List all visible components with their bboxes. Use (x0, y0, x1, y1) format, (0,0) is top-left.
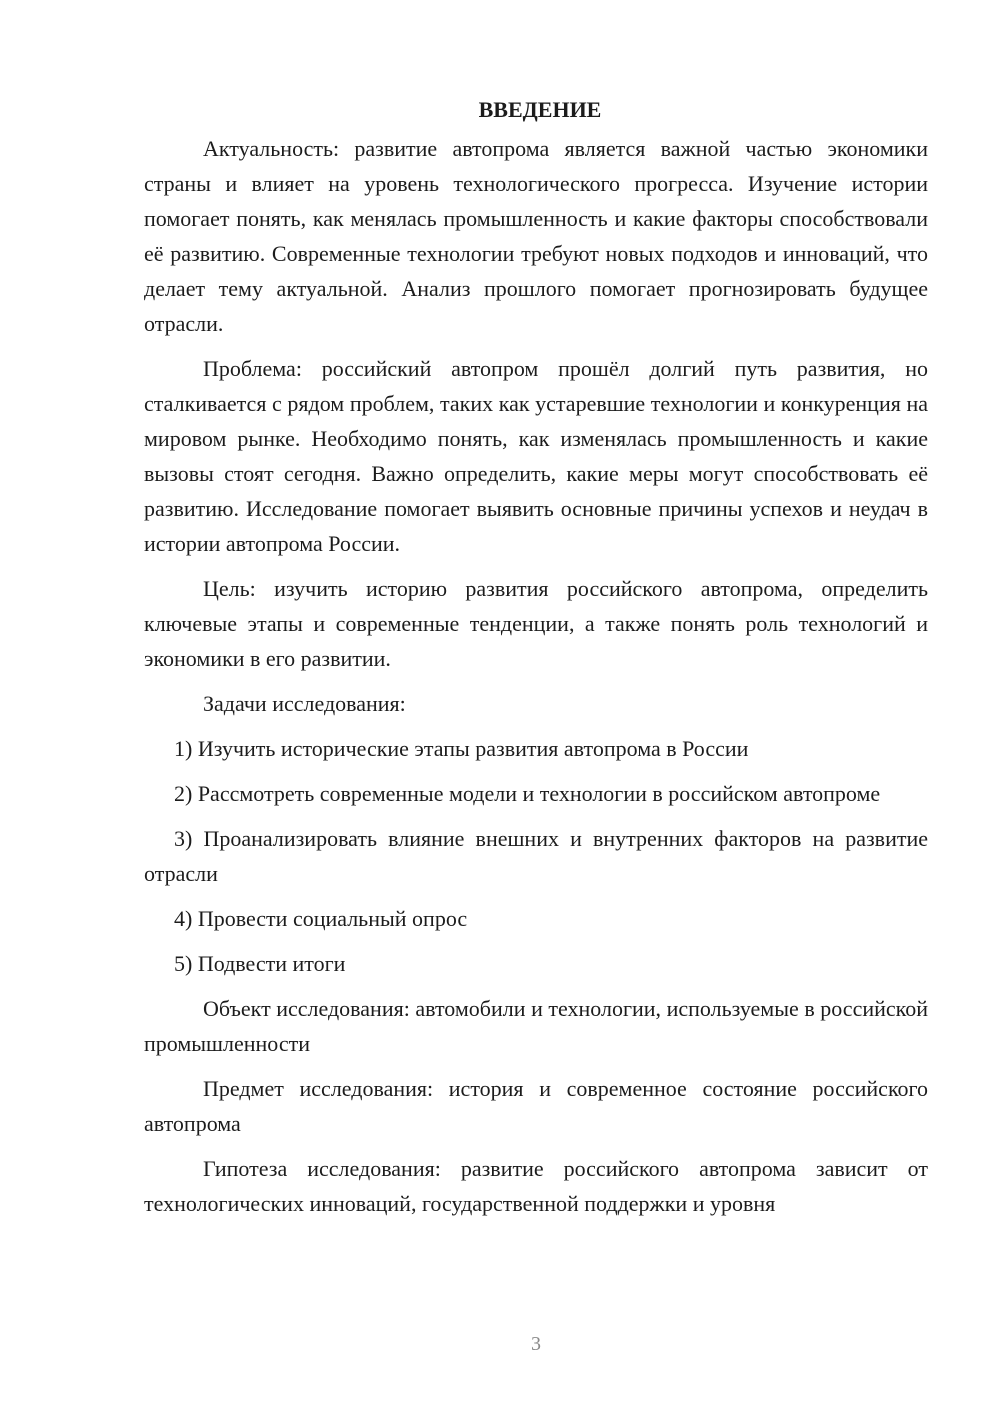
subject-paragraph: Предмет исследования: история и современное состояние российского автопрома (144, 1076, 928, 1136)
document-body (144, 92, 928, 1231)
object-paragraph: Объект исследования: автомобили и технологии, используемые в российской промышленности (144, 996, 928, 1056)
task-item-3: 3) Проанализировать влияние внешних и внутренних факторов на развитие отрасли (144, 826, 928, 886)
relevance-paragraph: Актуальность: развитие автопрома является важной частью экономики страны и влияет на уровень технологического прогресса. Изучение истории помогает понять, как менялась промышленность и какие факторы способствовали её развитию. Современные технологии требуют новых подходов и инноваций, что делает тему актуальной. Анализ прошлого помогает прогнозировать будущее отрасли. (144, 136, 928, 336)
hypothesis-paragraph: Гипотеза исследования: развитие российского автопрома зависит от технологических инноваций, государственной поддержки и уровня (144, 1156, 928, 1216)
tasks-heading: Задачи исследования: (203, 691, 406, 716)
problem-paragraph: Проблема: российский автопром прошёл долгий путь развития, но сталкивается с рядом проблем, таких как устаревшие технологии и конкуренция на мировом рынке. Необходимо понять, как изменялась промышленность и какие вызовы стоят сегодня. Важно определить, какие меры могут способствовать её развитию. Исследование помогает выявить основные причины успехов и неудач в истории автопрома России. (144, 356, 928, 556)
page-number: 3 (531, 1333, 541, 1355)
task-item-5: 5) Подвести итоги (174, 951, 346, 976)
task-item-4: 4) Провести социальный опрос (174, 906, 468, 931)
goal-paragraph: Цель: изучить историю развития российского автопрома, определить ключевые этапы и современные тенденции, а также понять роль технологий и экономики в его развитии. (144, 576, 928, 671)
task-item-1: 1) Изучить исторические этапы развития автопрома в России (174, 736, 749, 761)
section-title: ВВЕДЕНИЕ (478, 97, 602, 122)
task-item-2: 2) Рассмотреть современные модели и технологии в российском автопроме (174, 781, 881, 806)
